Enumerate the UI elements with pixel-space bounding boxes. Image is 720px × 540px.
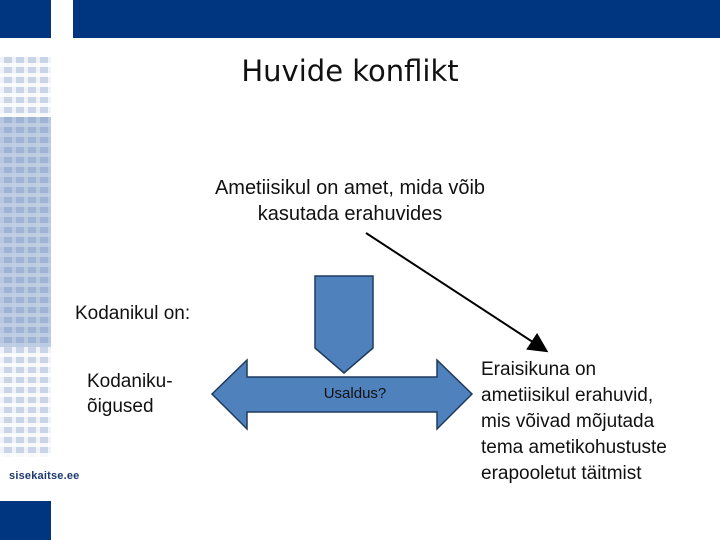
top-statement-line1: Ametiisikul on amet, mida võib: [214, 177, 486, 199]
slide-title: Huvide konflikt: [241, 54, 459, 88]
right-statement: [481, 357, 667, 487]
pentagon-down-arrow: [315, 276, 373, 373]
right-line: erapooletut täitmist: [481, 463, 642, 484]
arrow-label: Usaldus?: [323, 385, 387, 402]
connector-arrow: [366, 233, 545, 350]
right-line: ametiisikul erahuvid,: [481, 385, 654, 406]
rights-line1: Kodaniku-: [87, 371, 173, 392]
logo: sisekaitse.ee: [9, 470, 80, 482]
right-line: Eraisikuna on: [481, 359, 597, 380]
right-line: mis võivad mõjutada: [481, 411, 655, 432]
citizen-label: Kodanikul on:: [75, 303, 191, 324]
top-statement-line2: kasutada erahuvides: [257, 203, 443, 225]
right-line: tema ametikohustuste: [481, 437, 667, 458]
rights-line2: õigused: [87, 396, 154, 417]
